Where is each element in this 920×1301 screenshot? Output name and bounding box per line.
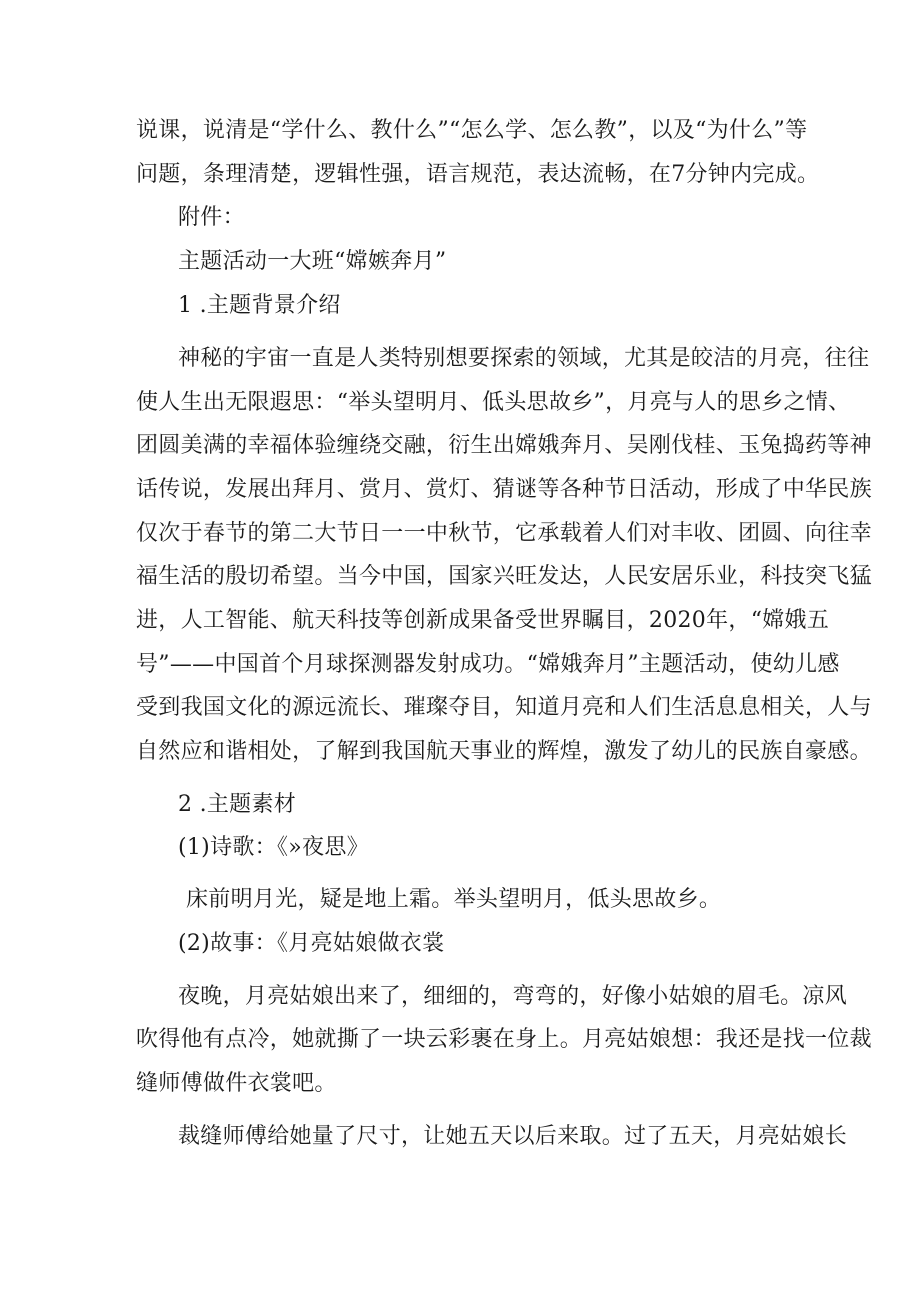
paragraph-line: 号”——中国首个月球探测器发射成功。“嫦娥奔月”主题活动，使幼儿感	[136, 652, 840, 677]
story-title: (2)故事：《月亮姑娘做衣裳	[178, 931, 445, 956]
paragraph-line: 吹得他有点冷，她就撕了一块云彩裹在身上。月亮姑娘想：我还是找一位裁	[136, 1027, 872, 1052]
paragraph-line: 使人生出无限遐思：“举头望明月、低头思故乡”，月亮与人的思乡之情、	[136, 390, 851, 415]
activity-title: 主题活动一大班“嫦嫉奔月”	[178, 249, 447, 274]
paragraph-line: 福生活的殷切希望。当今中国，国家兴旺发达，人民安居乐业，科技突飞猛	[136, 564, 872, 589]
paragraph-line: 缝师傅做件衣裳吧。	[136, 1071, 337, 1096]
paragraph-line: 说课，说清是“学什么、教什么”“怎么学、怎么教”，以及“为什么”等	[136, 118, 808, 143]
paragraph-line: 问题，条理清楚，逻辑性强，语言规范，表达流畅，在7分钟内完成。	[136, 162, 820, 187]
poem-text: 床前明月光，疑是地上霜。举头望明月，低头思故乡。	[186, 887, 722, 912]
paragraph-line: 受到我国文化的源远流长、璀璨夺目，知道月亮和人们生活息息相关，人与	[136, 695, 872, 720]
paragraph-line: 夜晚，月亮姑娘出来了，细细的，弯弯的，好像小姑娘的眉毛。凉风	[178, 984, 848, 1009]
section-heading: 1 .主题背景介绍	[178, 293, 341, 318]
paragraph-line: 神秘的宇宙一直是人类特别想要探索的领域，尤其是皎洁的月亮，往往	[178, 346, 870, 371]
paragraph-line: 进，人工智能、航天科技等创新成果备受世界瞩目，2020年，“嫦娥五	[136, 608, 830, 633]
poem-title: (1)诗歌：《»夜思》	[178, 835, 369, 860]
paragraph-line: 裁缝师傅给她量了尺寸，让她五天以后来取。过了五天，月亮姑娘长	[178, 1124, 848, 1149]
paragraph-line: 话传说，发展出拜月、赏月、赏灯、猜谜等各种节日活动，形成了中华民族	[136, 477, 872, 502]
paragraph-line: 自然应和谐相处，了解到我国航天事业的辉煌，激发了幼儿的民族自豪感。	[136, 739, 872, 764]
paragraph-line: 团圆美满的幸福体验缠绕交融，衍生出嫦娥奔月、吴刚伐桂、玉兔捣药等神	[136, 433, 872, 458]
attachment-label: 附件：	[178, 205, 245, 230]
paragraph-line: 仅次于春节的第二大节日一一中秋节，它承载着人们对丰收、团圆、向往幸	[136, 521, 872, 546]
section-heading: 2 .主题素材	[178, 792, 297, 817]
